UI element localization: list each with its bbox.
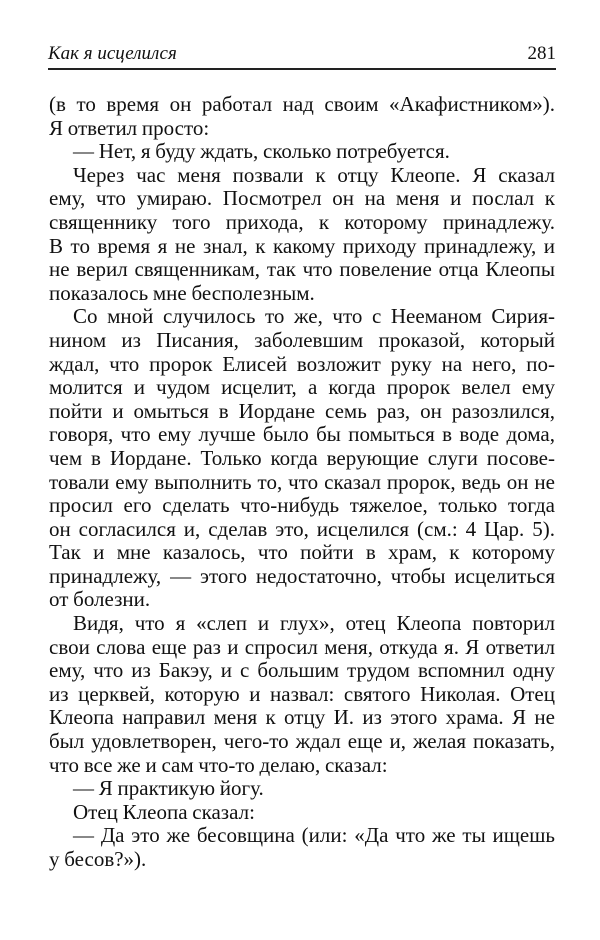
paragraph xyxy=(49,93,555,140)
text-line: показалось мне бесполезным. xyxy=(49,280,315,305)
text-line: — Я практикую йогу. xyxy=(73,776,264,801)
text-line: нином из Писания, заболевшим проказой, который xyxy=(49,327,555,352)
text-line: священнику того прихода, к которому принадлежу. xyxy=(49,209,555,234)
text-line: молится и чудом исцелит, а когда пророк велел ему xyxy=(49,375,555,400)
text-line: Я ответил просто: xyxy=(49,115,210,140)
paragraph xyxy=(49,164,555,306)
text-line: у бесов?»). xyxy=(49,847,147,871)
paragraph xyxy=(49,140,555,164)
text-line: был удовлетворен, чего-то ждал еще и, желая показать, xyxy=(49,729,555,754)
text-line: принадлежу, — этого недостаточно, чтобы исцелиться xyxy=(49,563,555,588)
text-line: В то время я не знал, к какому приходу принадлежу, и xyxy=(49,233,555,258)
text-line: от болезни. xyxy=(49,587,151,612)
text-line: — Да это же бесовщина (или: «Да что же ты ищешь xyxy=(73,823,555,848)
paragraph xyxy=(49,612,555,777)
text-line: Клеопа направил меня к отцу И. из этого храма. Я не xyxy=(49,705,555,730)
paragraph xyxy=(49,777,555,801)
text-line: ждал, что пророк Елисей возложит руку на него, по- xyxy=(49,351,555,376)
text-line: Через час меня позвали к отцу Клеопе. Я сказал xyxy=(73,162,555,187)
text-line: что все же и сам что-то делаю, сказал: xyxy=(49,752,388,777)
text-line: Отец Клеопа сказал: xyxy=(73,799,255,824)
text-line: — Нет, я буду ждать, сколько потребуется. xyxy=(73,139,450,164)
text-line: просил его сделать что-нибудь тяжелое, только тогда xyxy=(49,493,555,518)
paragraph xyxy=(49,824,555,871)
text-line: Со мной случилось то же, что с Нееманом Сирия- xyxy=(73,304,555,329)
text-line: чем в Иордане. Только когда верующие слуги посове- xyxy=(49,445,555,470)
text-line: из церквей, которую и назвал: святого Николая. Отец xyxy=(49,681,555,706)
text-line: Видя, что я «слеп и глух», отец Клеопа повторил xyxy=(73,611,555,636)
running-title: Как я исцелился xyxy=(48,43,177,64)
text-line: пойти и омыться в Иордане семь раз, он разозлился, xyxy=(49,398,555,423)
page-header xyxy=(48,40,556,70)
text-line: ему, что из Бакэу, и с большим трудом вспомнил одну xyxy=(49,658,555,683)
page-body xyxy=(49,93,555,872)
paragraph xyxy=(49,801,555,825)
text-line: Так и мне казалось, что пойти в храм, к которому xyxy=(49,540,555,565)
text-line: товали ему выполнить то, что сказал пророк, ведь он не xyxy=(49,469,555,494)
text-line: не верил священникам, так что повеление отца Клеопы xyxy=(49,257,555,282)
paragraph xyxy=(49,305,555,612)
text-line: ему, что умираю. Посмотрел он на меня и послал к xyxy=(49,186,555,211)
text-line: говоря, что ему лучше было бы помыться в воде дома, xyxy=(49,422,555,447)
text-line: (в то время он работал над своим «Акафистником»). xyxy=(49,92,555,116)
page-number: 281 xyxy=(527,43,556,64)
text-line: свои слова еще раз и спросил меня, откуда я. Я ответил xyxy=(49,634,555,659)
text-line: он согласился и, сделав это, исцелился (см.: 4 Цар. 5). xyxy=(49,516,555,541)
